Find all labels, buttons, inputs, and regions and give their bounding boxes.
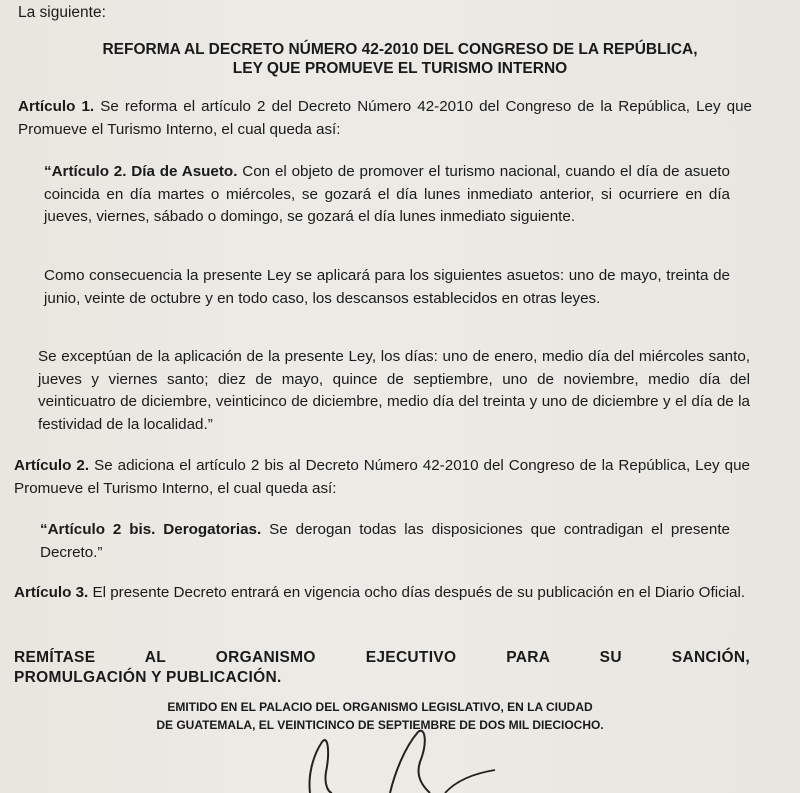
article-1-body: Se reforma el artículo 2 del Decreto Número 42-2010 del Congreso de la República, Ley que Promueve el Turismo Interno, el cual queda así: bbox=[18, 98, 752, 138]
document-title bbox=[0, 40, 800, 78]
article-2-body: Se adiciona el artículo 2 bis al Decreto Número 42-2010 del Congreso de la República, Ley que Promueve el Turismo Interno, el cual queda así: bbox=[14, 457, 751, 497]
article-1-heading: Artículo 1. bbox=[18, 98, 95, 115]
title-line-2: LEY QUE PROMUEVE EL TURISMO INTERNO bbox=[232, 60, 568, 77]
quoted-article-2-bis-heading: “Artículo 2 bis. Derogatorias. bbox=[40, 521, 262, 538]
signature-image bbox=[270, 722, 530, 793]
quoted-article-2-bis-body: Se derogan todas las disposiciones que contradigan el presente Decreto.” bbox=[40, 521, 730, 561]
remit-line-2: PROMULGACIÓN Y PUBLICACIÓN. bbox=[14, 669, 282, 686]
title-line-1: REFORMA AL DECRETO NÚMERO 42-2010 DEL CONGRESO DE LA REPÚBLICA, bbox=[102, 41, 698, 58]
article-2 bbox=[14, 455, 750, 500]
consequence-paragraph: Como consecuencia la presente Ley se aplicará para los siguientes asuetos: uno de mayo, treinta de junio, veinte de octubre y en todo caso, los descansos establecidos en otras leyes. bbox=[44, 267, 730, 307]
quoted-article-2-body: Con el objeto de promover el turismo nacional, cuando el día de asueto coincida en día martes o miércoles, se gozará el día lunes inmediato anterior, si ocurriere en día jueves, viernes, sábado o domingo, se gozará el día lunes inmediato siguiente. bbox=[44, 163, 730, 225]
article-1 bbox=[18, 96, 752, 141]
article-3-body: El presente Decreto entrará en vigencia ocho días después de su publicación en el Diario Oficial. bbox=[92, 584, 746, 601]
article-3-heading: Artículo 3. bbox=[14, 584, 89, 601]
emission-line-2: DE GUATEMALA, EL VEINTICINCO DE SEPTIEMBRE DE DOS MIL DIECIOCHO. bbox=[156, 718, 604, 732]
quoted-article-2 bbox=[44, 161, 730, 229]
quoted-article-2-bis bbox=[40, 519, 730, 564]
emission-line-1: EMITIDO EN EL PALACIO DEL ORGANISMO LEGISLATIVO, EN LA CIUDAD bbox=[167, 700, 593, 714]
exceptions-paragraph: Se exceptúan de la aplicación de la presente Ley, los días: uno de enero, medio día del miércoles santo, jueves y viernes santo; diez de mayo, quince de septiembre, uno de noviembre, medio día del veinticuatro de diciembre, veinticinco de diciembre, medio día del treinta y uno de diciembre y el día de la festividad de la localidad.” bbox=[38, 348, 750, 433]
article-2-heading: Artículo 2. bbox=[14, 457, 90, 474]
intro-text: La siguiente: bbox=[18, 4, 106, 21]
remit-line-1: REMÍTASE AL ORGANISMO EJECUTIVO PARA SU SANCIÓN, bbox=[14, 649, 750, 666]
quoted-article-2-heading: “Artículo 2. Día de Asueto. bbox=[44, 163, 238, 180]
article-3 bbox=[14, 582, 750, 605]
